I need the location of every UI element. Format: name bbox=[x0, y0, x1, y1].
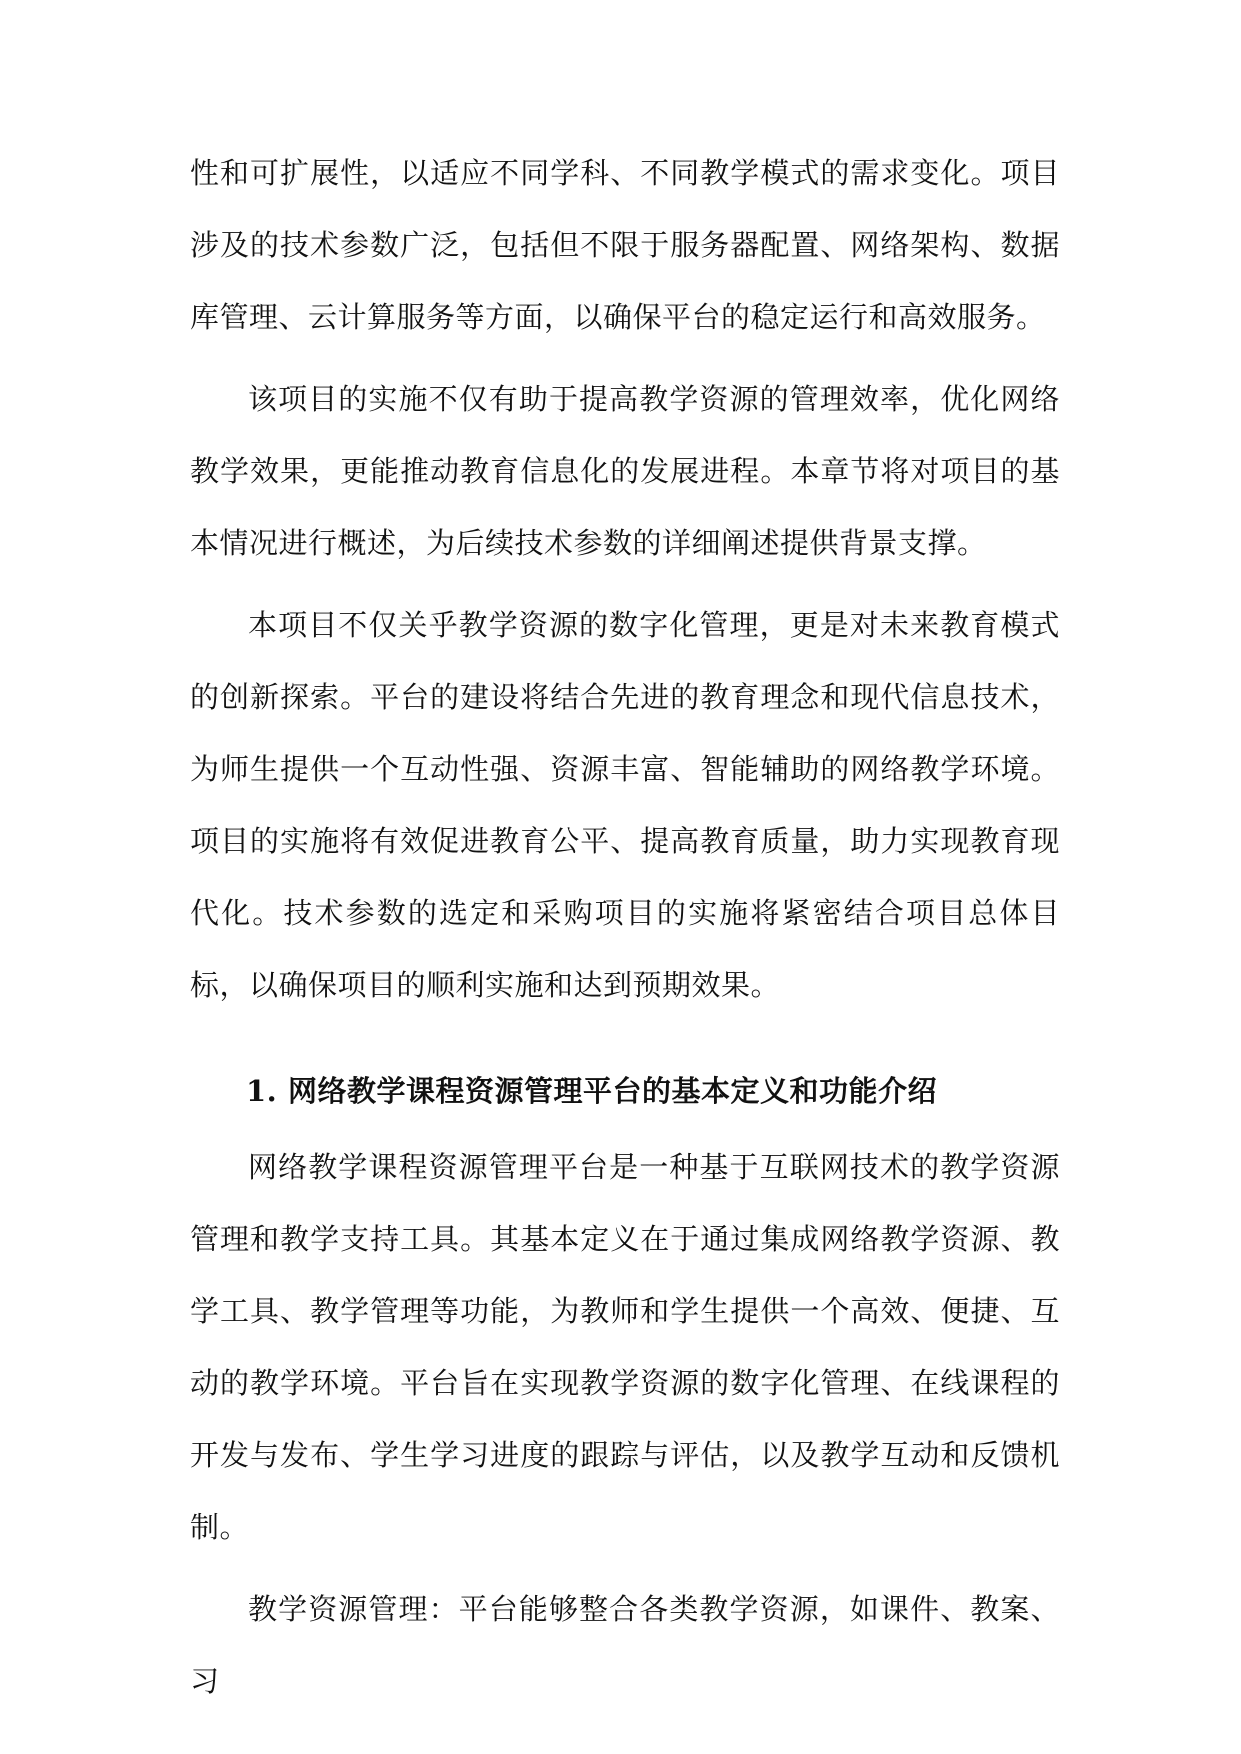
section-heading bbox=[190, 1055, 1060, 1127]
paragraph-continuation: 性和可扩展性，以适应不同学科、不同教学模式的需求变化。项目涉及的技术参数广泛，包括但不限于服务器配置、网络架构、数据库管理、云计算服务等方面，以确保平台的稳定运行和高效服务。 bbox=[190, 156, 1060, 334]
section-number: 1. bbox=[246, 1074, 278, 1108]
paragraph-platform-definition: 网络教学课程资源管理平台是一种基于互联网技术的教学资源管理和教学支持工具。其基本定义在于通过集成网络教学资源、教学工具、教学管理等功能，为教师和学生提供一个高效、便捷、互动的教学环境。平台旨在实现教学资源的数字化管理、在线课程的开发与发布、学生学习进度的跟踪与评估，以及教学互动和反馈机制。 bbox=[190, 1150, 1060, 1544]
paragraph-project-innovation: 本项目不仅关乎教学资源的数字化管理，更是对未来教育模式的创新探索。平台的建设将结合先进的教育理念和现代信息技术，为师生提供一个互动性强、资源丰富、智能辅助的网络教学环境。项目的实施将有效促进教育公平、提高教育质量，助力实现教育现代化。技术参数的选定和采购项目的实施将紧密结合项目总体目标，以确保项目的顺利实施和达到预期效果。 bbox=[190, 608, 1060, 1002]
paragraph-project-implementation: 该项目的实施不仅有助于提高教学资源的管理效率，优化网络教学效果，更能推动教育信息化的发展进程。本章节将对项目的基本情况进行概述，为后续技术参数的详细阐述提供背景支撑。 bbox=[190, 382, 1060, 560]
section-title: 网络教学课程资源管理平台的基本定义和功能介绍 bbox=[288, 1074, 938, 1108]
document-body bbox=[190, 137, 1060, 1727]
paragraph-resource-management: 教学资源管理：平台能够整合各类教学资源，如课件、教案、习 bbox=[190, 1592, 1060, 1698]
